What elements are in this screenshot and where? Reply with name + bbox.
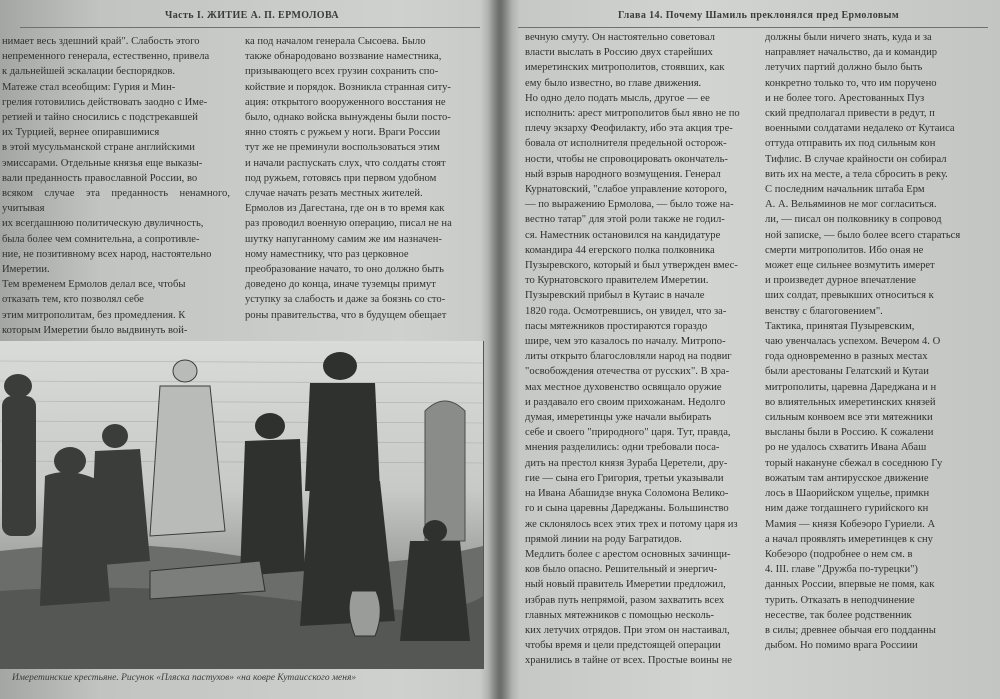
- text-line: Ермолов из Дагестана, где он в то время как: [245, 203, 445, 215]
- text-line: ный взрыв народного возмущения. Генерал: [525, 168, 721, 180]
- text-line: к дальнейшей эскалации беспорядков.: [2, 66, 175, 78]
- text-line: то Курнатовского правителем Имеретии.: [525, 275, 709, 287]
- text-line: ких летучих отрядов. При этом он настаивал,: [525, 624, 730, 636]
- text-line: плечу экзарху Феофилакту, ибо эта акция тре-: [525, 123, 733, 135]
- text-line: их всегдашнюю политическую двуличность,: [2, 218, 204, 230]
- text-line: Курнатовский, "слабое управление которого,: [525, 184, 728, 196]
- text-line: ним даже тогдашнего гурийского кн: [765, 503, 929, 515]
- text-line: преобразование начато, то оно должно быть: [245, 264, 444, 276]
- text-line: койствие и порядок. Возникла странная ситу-: [245, 81, 451, 93]
- text-line: во влиятельных имеретинских князей: [765, 396, 936, 408]
- text-line: шутку напуганному самим же им назначен-: [245, 233, 442, 245]
- text-line: также обнародовано воззвание наместника,: [245, 51, 442, 63]
- text-line: ретией и тайно сносились с подстрекавшей: [2, 112, 198, 124]
- text-line: ация: открытого вооруженного восстания не: [245, 96, 446, 108]
- text-line: торый накануне сбежал в соседнюю Гу: [765, 457, 943, 469]
- figure-caption: Имеретинские крестьяне. Рисунок «Пляска пастухов» «на ковре Кутаисского меня»: [12, 673, 357, 683]
- right-column-1: [525, 30, 750, 699]
- text-line: несестве, так более родственник: [765, 609, 912, 621]
- text-line: Пузыревский прибыл в Кутаис в начале: [525, 290, 705, 302]
- text-line: года одновременно в разных местах: [765, 351, 928, 363]
- text-line: призывающего всех грузин сохранить спо-: [245, 66, 439, 78]
- text-line: должны были ничего знать, куда и за: [765, 32, 932, 43]
- left-column-2: [245, 34, 483, 334]
- text-line: го и сына царевны Дареджаны. Большинство: [525, 503, 729, 515]
- text-line: главных мятежников с помощью несколь-: [525, 609, 715, 621]
- text-line: раз проводил военную операцию, писал не на: [245, 218, 452, 230]
- text-line: Кобеэоро (подробнее о нем см. в: [765, 548, 913, 560]
- text-line: этим митрополитам, без промедления. К: [2, 309, 186, 321]
- text-line: Но одно дело подать мысль, другое — ее: [525, 92, 710, 104]
- text-line: всяком случае эта преданность ненамного, учитывая: [2, 188, 230, 215]
- text-line: А. А. Вельяминов не мог согласиться.: [765, 199, 937, 211]
- right-column-2: [765, 30, 1000, 699]
- text-line: может еще сильнее возмутить имерет: [765, 260, 935, 272]
- text-line: пасы мятежников простираются гораздо: [525, 320, 708, 332]
- text-line: хранились в тайне от всех. Простые воины не: [525, 655, 732, 667]
- text-line: исполнить: арест митрополитов был явно не по: [525, 108, 740, 120]
- text-line: же склонялось всех этих трех и потому царя из: [525, 518, 738, 530]
- text-line: вить их на месте, а тела сбросить в реку.: [765, 168, 948, 180]
- text-line: роны правительства, что в будущем обещает: [245, 309, 447, 321]
- text-line: случае начать резать местных жителей.: [245, 188, 423, 200]
- text-line: думая, имеретинцы уже начали выбирать: [525, 412, 712, 424]
- left-column-1: [2, 34, 230, 334]
- text-line: ся. Наместник остановился на кандидатуре: [525, 229, 721, 241]
- text-line: которым Имеретии было выдвинуть вой-: [2, 324, 188, 336]
- text-line: "освобождения отечества от русских". В хра-: [525, 366, 730, 378]
- text-line: гие — сына его Григория, третьи указывали: [525, 472, 724, 484]
- text-line: литы открыто благословляли народ на подвиг: [525, 351, 732, 363]
- text-line: Пузыревского, который и был утвержден вмес-: [525, 260, 738, 272]
- text-line: дить на престол князя Зураба Церетели, дру-: [525, 457, 728, 469]
- text-line: лось в Шаорийском ущелье, примкн: [765, 488, 930, 500]
- text-line: ка под началом генерала Сысоева. Было: [245, 36, 426, 47]
- text-line: Тактика, принятая Пузыревским,: [765, 320, 915, 332]
- text-line: имеретинских митрополитов, стоявших, как: [525, 62, 725, 74]
- text-line: была более чем сомнительна, а сопротивле-: [2, 233, 200, 245]
- text-line: направляет начальство, да и командир: [765, 47, 938, 59]
- text-line: — по выражению Ермолова, — было тоже на-: [525, 199, 734, 211]
- header-rule-left: [20, 27, 480, 28]
- text-line: сильным конвоем все эти мятежники: [765, 412, 933, 424]
- text-line: нимает весь здешний край". Слабость этого: [2, 36, 200, 47]
- text-line: С последним начальник штаба Ерм: [765, 184, 925, 196]
- text-line: смерти митрополитов. Ибо оная не: [765, 244, 924, 256]
- text-line: бовала от исполнителя предельной осторож-: [525, 138, 727, 150]
- text-line: оттуда отправить их под сильным кон: [765, 138, 936, 150]
- text-line: данных России, впервые не помя, как: [765, 579, 935, 591]
- text-line: были арестованы Гелатский и Кутаи: [765, 366, 929, 378]
- text-line: под ружьем, готовясь при первом удобном: [245, 172, 437, 184]
- text-line: власти выслать в Россию двух старейших: [525, 47, 713, 59]
- text-line: и не более того. Арестованных Пуз: [765, 92, 925, 104]
- text-line: 4. III. главе "Дружба по-турецки"): [765, 564, 918, 576]
- text-line: ли, — писал он полковнику в сопровод: [765, 214, 942, 226]
- text-line: конкретно только то, что им поручено: [765, 77, 937, 89]
- text-line: ему было известно, во главе движения.: [525, 77, 702, 89]
- text-line: вечную смуту. Он настоятельно советовал: [525, 32, 715, 43]
- text-line: их Турцией, вернее опиравшимися: [2, 127, 160, 139]
- text-line: шире, чем это казалось по началу. Митропо-: [525, 336, 726, 348]
- header-rule-right: [518, 27, 988, 28]
- text-line: ков было опасно. Решительный и энергич-: [525, 564, 718, 576]
- text-line: уступку за слабость и даже за боязнь со сто-: [245, 294, 446, 306]
- text-line: ский предполагал привести в редут, п: [765, 108, 935, 120]
- engraving-illustration: [0, 341, 484, 669]
- text-line: Имеретии.: [2, 264, 50, 276]
- text-line: и начали распускать слух, что солдаты стоят: [245, 157, 446, 169]
- text-line: военными солдатами недалеко от Кутаиса: [765, 123, 955, 135]
- text-line: Матеже стал всеобщим: Гурия и Мин-: [2, 81, 176, 93]
- text-line: чаю увенчалась успехом. Вечером 4. О: [765, 336, 941, 348]
- text-line: Тифлис. В случае крайности он собирал: [765, 153, 947, 165]
- right-page: [503, 0, 1000, 699]
- engraving-drawing: [0, 341, 483, 669]
- text-line: мнения разделились: одни требовали поса-: [525, 442, 720, 454]
- text-line: доведено до конца, иначе туземцы примут: [245, 279, 436, 291]
- text-line: в силы; древнее обычая его подданны: [765, 624, 936, 636]
- text-line: вали преданность православной России, во: [2, 172, 198, 184]
- text-line: в этой мусульманской стране английскими: [2, 142, 195, 154]
- text-line: на Ивана Абашидзе внука Соломона Велико-: [525, 488, 729, 500]
- text-line: командира 44 егерского полка полковника: [525, 244, 715, 256]
- text-line: Медлить более с арестом основных зачинщи-: [525, 548, 731, 560]
- text-line: Мамия — князя Кобеэоро Гуриели. А: [765, 518, 936, 530]
- text-line: избрав путь непрямой, разом захватить всех: [525, 594, 725, 606]
- text-line: 1820 года. Осмотревшись, он увидел, что за-: [525, 305, 727, 317]
- text-line: ро не удалось схватить Ивана Абаш: [765, 442, 927, 454]
- text-line: венству с благоговением".: [765, 305, 883, 317]
- text-line: вестно татар" для этой роли также не годил-: [525, 214, 725, 226]
- text-line: высланы были в Россию. К сожалени: [765, 427, 934, 439]
- text-line: ности, чтобы не спровоцировать окончатель-: [525, 153, 728, 165]
- text-line: эмиссарами. Отдельные князья еще выказы-: [2, 157, 203, 169]
- text-line: чтобы время и цели предстоящей операции: [525, 640, 721, 652]
- left-page: [0, 0, 497, 699]
- text-line: тут же не преминули воспользоваться этим: [245, 142, 440, 154]
- text-line: ние, не позитивному всех народ, настоятельно: [2, 248, 212, 260]
- text-line: отказать тем, кто позволял себе: [2, 294, 144, 306]
- text-line: и произведет дурное впечатление: [765, 275, 916, 287]
- text-line: себе и своего "природного" царя. Тут, правда,: [525, 427, 731, 439]
- text-line: прямой линии на роду Багратидов.: [525, 533, 682, 545]
- text-line: митрополиты, царевна Дареджана и н: [765, 381, 937, 393]
- text-line: ших солдат, превыкших относиться к: [765, 290, 934, 302]
- text-line: летучих партий должно было быть: [765, 62, 923, 74]
- text-line: непременного генерала, естественно, привела: [2, 51, 210, 63]
- text-line: ной записке, — было более всего стараться: [765, 229, 961, 241]
- text-line: янно стоять с ружьем у ноги. Враги России: [245, 127, 441, 139]
- text-line: ный новый правитель Имеретии предложил,: [525, 579, 726, 591]
- text-line: дыбом. Но помимо врага Россиии: [765, 640, 918, 652]
- text-line: а начал проявлять имеретинцев к сну: [765, 533, 933, 545]
- text-line: турить. Отказать в неподчинение: [765, 594, 915, 606]
- text-line: мах местное духовенство освящало оружие: [525, 381, 722, 393]
- text-line: Тем временем Ермолов делал все, чтобы: [2, 279, 186, 291]
- text-line: вожатым там антирусское движение: [765, 472, 929, 484]
- running-head-right: Глава 14. Почему Шамиль преклонялся пред Ермоловым: [618, 10, 900, 21]
- text-line: грелия готовились действовать заодно с Име-: [2, 96, 208, 108]
- running-head-left: Часть I. ЖИТИЕ А. П. ЕРМОЛОВА: [165, 10, 340, 21]
- text-line: было, однако войска вынуждены были посто-: [245, 112, 451, 124]
- text-line: ному наместнику, что раз церковное: [245, 248, 409, 260]
- text-line: и раздавало его своим прихожанам. Недолго: [525, 396, 726, 408]
